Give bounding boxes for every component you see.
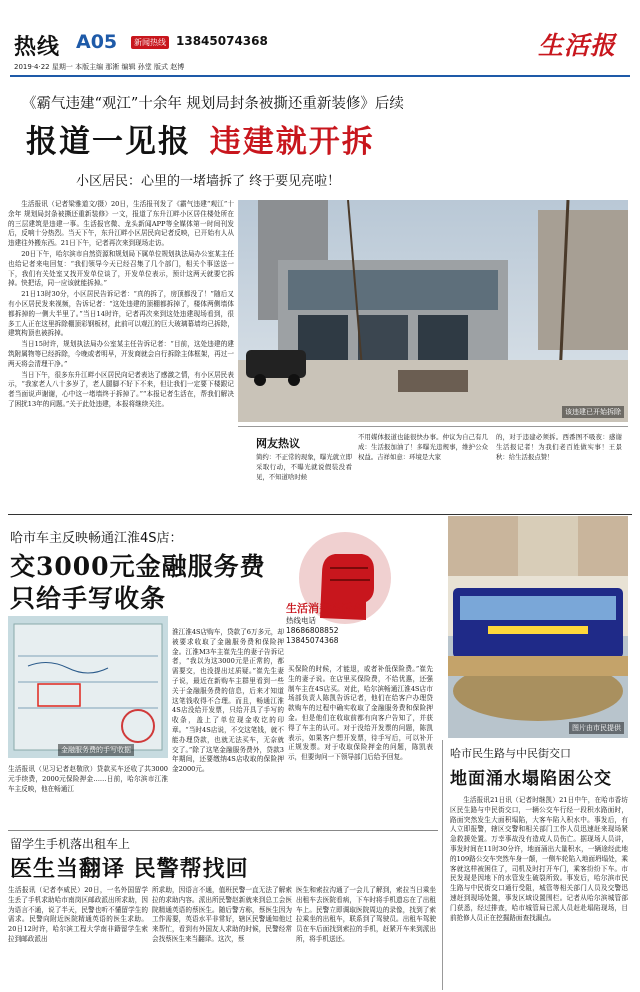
article3-kicker: 留学生手机落出租车上: [10, 837, 131, 851]
sinkhole-photo-image: [448, 516, 628, 738]
article3-column-3: 医生和索拉沟通了一会儿了解到，索拉当日乘坐出租车去医院看病，下车时将手机遗忘在了出租车上。民警立即调取医院周边的录像，找到了索拉乘坐的出租车，联系到了驾驶员。出租车驾驶员在车后面找到索拉的手机，赶紧开车来到派出所，将手机送还。: [296, 886, 436, 943]
article1-paragraph: 当日15时许，规划执法局办公室某主任告诉记者：“目前，这处违建的建筑附属物等已经拆除，今晚或者明早，开发商就会自行拆除主体框架，再过一两天将会清理干净。”: [8, 340, 234, 368]
consumer-complaint-title: 生活消费投诉台: [286, 602, 363, 615]
article1-paragraph: 21日13时30分，小区居民告诉记者：“真的拆了，房顶都没了！”随后又有小区居民发来视频，告诉记者：“这处违建的顶棚都拆掉了，楼体两侧墙体都拆掉的一侧大半里了。”当日14时许，记者再次来到这处违建现场看到，很多工人正在这里拆除棚顶彩钢板材，此前可以观江的巨大玻璃幕墙均已拆除，建筑构顶也被拆掉。: [8, 290, 234, 338]
article1-paragraph: 当日下午，很多东升江畔小区居民向记者表达了感激之情，有小区居民表示，“我家老人八十多岁了，老人腿脚不好下不来，但让我们一定要下楼跟记者当面说声谢谢，心中这一堵墙终于拆掉了。”“本报记者生活在，帮我们解决了困扰13年的问题。”关于此处违建，本报将继续关注。: [8, 370, 234, 408]
article1-paragraph: 生活报讯（记者梁雅道文/摄）20日，生活报刊发了《霸气违建“观江”十余年 规划局封条被撕还重新装修》一文，报道了东升江畔小区居住楼处所在的三层建筑是违建一事。生活报官微、龙头新闻APP等全媒体第一时间刊发后，反响十分热烈。当天下午，东升江畔小区居民向记者反映，已开始有人从违建往外搬东西。21日下午，记者再次来到现场走访。: [8, 200, 234, 248]
receipt-photo-image: [8, 616, 168, 758]
article4-body: [450, 796, 628, 988]
demolition-photo-caption: 该违建已开始拆除: [562, 406, 624, 418]
article4-kicker: 哈市民生路与中民街交口: [450, 747, 571, 760]
article3-column-1: 生活报讯（记者李威民）20日，一名外国留学生丢了手机求助哈市南岗区邮政派出所求助，因为语言不通，说了半天，民警也听不懂留学生的需求。民警向附近医院精通英语的医生求助。20日12时许，哈尔滨工程大学南非籍留学生索拉到邮政派出: [8, 886, 148, 943]
section-divider: [8, 514, 632, 515]
sinkhole-photo-caption: 图片由市民提供: [569, 722, 624, 734]
demolition-photo: [238, 200, 628, 422]
article1-subtitle: 小区居民：心里的一堵墙拆了 终于要见亮啦！: [76, 174, 341, 189]
consumer-complaint-badge: [270, 528, 440, 658]
netizen-box: [238, 426, 628, 511]
masthead: [0, 0, 640, 71]
article1-paragraph: 20日下午，哈尔滨市自然资源和规划局下属单位规划执法局办公室某主任也给记者来电回复：“我们领导今天已经召集了几个部门，相关个事送送一下，我们有关处室又找开发单位谈了，开发单位表示，预计这两天就要它拆掉。快把话，同一应该就能拆掉。”: [8, 249, 234, 288]
article1-body: [8, 200, 234, 462]
sinkhole-photo: [448, 516, 628, 738]
article1-headline: [26, 116, 375, 161]
netizen-column-3: 的，对于违建必须拆。西番图不吸夜：感谢生活报记者！为我们老百姓做实事！王景秋：给生活报点赞！: [496, 433, 622, 461]
article2-title-line1: 交3000元金融服务费: [10, 552, 266, 581]
article1-title-red: 违建就开拆: [209, 124, 375, 160]
consumer-complaint-phones: 热线电话 18686808852 13845074368: [286, 616, 339, 645]
page-number: A05: [76, 31, 118, 53]
article3-title: 医生当翻译 民警帮找回: [10, 856, 249, 882]
hotline-phone: 13845074368: [176, 34, 268, 48]
article1-kicker: 《霸气违建“观江”十余年 规划局封条被撕还重新装修》后续: [22, 96, 404, 112]
article2-column-2: 淮江淮4S店购车，贷款了6万多元，却被要求收取了金融服务费和保险押金。江淮M3车主崔先生的妻子告诉记者，“我以为这3000元是正常的，都需要交，也没提出过质疑。”崔先生妻子说，最近在新购车主群里看到一些关于金融服务费的信息，后来才知道这笔钱收得不合理。而且，畅通江淮4S店没给开发票，只给开具了手写的收条，盖上了单位现金收讫的印章。“当时4S店说，不交这笔钱，就不能办理贷款，也就无法买车，无奈就交了。”除了这笔金融服务费外，贷款3年期间，还要缴纳4S店收取的保险押金2000元。: [172, 628, 284, 774]
article3-column-2: 所求助，因语言不通，值班民警一直无法了解索拉的求助内容。派出所民警赵新就来到总工会医院精通英语的蔡医生。随后警方称，蔡医生因为工作需要，英语水平非常好，辖区民警通知他过来帮忙，看到有外国友人求助的时候，民警经常会找蔡医生来当翻译。这次，蔡: [152, 886, 292, 943]
article2-column-3: 买保险的时候，才能退，或者补低保险费。”崔先生的妻子说。在店里买保险费，不给优惠，还强制车主在4S店买。对此，哈尔滨畅通江淮4S店市场部负责人陈凯告诉记者，他们在给客户办理贷款购车的过程中确实收取了金融服务费和保险押金。但是他们在收取前都有向客户告知了，并获得了车主的认可。对于没给开发票的问题，陈凯表示，如果客户想开发票，待手写后，可以补开正规发票。对于收取保险押金的问题，陈凯表示，但要询问一下领导部门后给予回复。: [288, 665, 433, 762]
column-divider: [442, 740, 443, 990]
article4-paragraph: 生活报讯21日讯（记者时继凯）21日中午，在哈市香坊区民生路与中民街交口，一辆公交车行经一段积水路面时，路面突然发生大面积塌陷，大客车陷入积水中。事发后，有人立即报警，辖区交警和相关部门工作人员迅速赶来现场紧急救援处置。万幸事故没有造成人员伤亡。据现场人员讲，事发时间在11时30分许，地面涌出大量积水，一辆途经此地的109路公交车突然车身一颠，一侧车轮陷入地面坍塌处，乘客就这样被困住了，司机及时打开车门，乘客纷纷下车。市民发现是因地下的水管发生破裂所致。事发后，哈尔滨市民生路与中民街交口通行受阻，城管等相关部门人员及交警迅速赶到现场处置，事发区域设置围栏。记者从哈尔滨城管部门获悉，经过排查，哈市城管局已派人员赶赴塌陷现场，目前抢修人员正在挖掘路面查找漏点。: [450, 796, 628, 922]
receipt-photo-caption: 金融服务费的手写收据: [58, 744, 134, 756]
article2-title-line2: 只给手写收条: [10, 584, 167, 613]
dateline: 2019·4·22 星期一 本版主编 那淅 编辑 孙堂 版式 赵博: [14, 63, 185, 71]
newspaper-logo: 生活报: [538, 31, 617, 60]
netizen-column-1: 简约：不正常的现象，曝光就立即采取行动，不曝光就说假装没看见，不知道啥时候: [256, 453, 352, 481]
receipt-photo: [8, 616, 168, 758]
section-title: 热线: [14, 34, 61, 60]
demolition-photo-image: [238, 200, 628, 422]
article1-title-black: 报道一见报: [26, 124, 191, 160]
article3-divider: [8, 830, 438, 831]
article2-kicker: 哈市车主反映畅通江淮4S店：: [10, 531, 183, 546]
article4-title: 地面涌水塌陷困公交: [450, 769, 612, 789]
netizen-header: 网友热议: [256, 437, 300, 450]
hotline-tag: 新闻热线: [131, 36, 169, 49]
article2-column-1: 生活报讯（见习记者赵敬欣）贷款买车还收了共3000元手续费，2000元保险押金……日前，哈尔滨市江淮车主反映，他在畅通江: [8, 765, 168, 793]
netizen-column-2: 不用媒体报道也能很快办事。仲议为自己有几成：生活报加油了！多曝光违规事，维护公众权益。吉祥如意：环境是大家: [358, 433, 488, 461]
masthead-divider: [10, 75, 630, 77]
